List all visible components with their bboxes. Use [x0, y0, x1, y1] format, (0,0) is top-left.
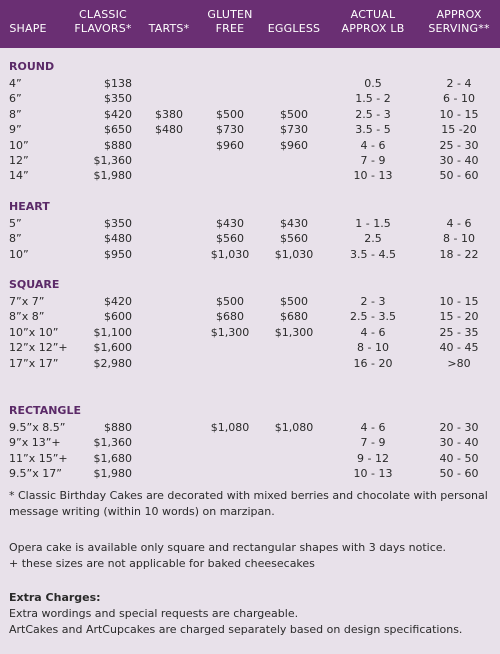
cell-shape: 8”x 8”	[9, 310, 45, 324]
cell-shape: 9”	[9, 123, 22, 137]
table-row	[0, 231, 500, 246]
cell-classic-flavors: $1,980	[93, 169, 132, 183]
cell-classic-flavors: $1,360	[93, 154, 132, 167]
cell-approx-serving: 25 - 35	[439, 325, 479, 339]
cell-gluten-free: $1,080	[210, 421, 250, 434]
table-row	[0, 356, 500, 371]
note-plus-text: + these sizes are not applicable for baked cheesecakes	[9, 557, 315, 570]
cell-gluten-free: $500	[216, 295, 244, 308]
cell-classic-flavors: $1,100	[93, 325, 132, 339]
cell-approx-lb: 8 - 10	[357, 341, 389, 355]
cell-approx-lb: 1.5 - 2	[355, 92, 391, 106]
cell-gluten-free: $680	[216, 310, 244, 324]
cell-gluten-free: $1,030	[210, 247, 250, 261]
header-actual-line2: APPROX LB	[341, 22, 405, 35]
cell-shape: 9”x 13”+	[9, 436, 61, 450]
cell-approx-lb: 4 - 6	[360, 421, 386, 434]
header-classic-line2: FLAVORS*	[74, 22, 132, 35]
cell-eggless: $500	[280, 295, 308, 308]
cell-tarts: $480	[155, 123, 183, 137]
cell-classic-flavors: $1,600	[93, 341, 132, 355]
cell-shape: 10”	[9, 247, 29, 261]
section-title: HEART	[9, 200, 50, 213]
cell-classic-flavors: $880	[104, 138, 132, 152]
cell-shape: 17”x 17”	[9, 356, 59, 370]
cell-shape: 8”	[9, 107, 22, 121]
cell-shape: 6”	[9, 92, 22, 106]
table-row	[0, 76, 500, 91]
cell-shape: 12”	[9, 154, 29, 167]
cell-approx-lb: 16 - 20	[353, 356, 393, 370]
cell-approx-lb: 10 - 13	[353, 467, 393, 481]
cell-classic-flavors: $950	[104, 247, 132, 261]
header-approx-serving	[418, 8, 500, 36]
cell-classic-flavors: $1,360	[93, 436, 132, 450]
cell-shape: 9.5”x 8.5”	[9, 421, 66, 434]
cell-approx-serving: 15 -20	[441, 123, 477, 137]
cell-eggless: $1,030	[274, 247, 314, 261]
cell-approx-serving: 40 - 50	[439, 451, 479, 465]
table-row	[0, 122, 500, 137]
note-classic-text: * Classic Birthday Cakes are decorated with mixed berries and chocolate with personal message writing (within 10 words) on marzipan.	[9, 489, 488, 518]
cell-approx-lb: 2 - 3	[360, 295, 386, 308]
cell-shape: 9.5”x 17”	[9, 467, 62, 481]
header-actual-lb	[338, 8, 408, 36]
extra-charges-line1: Extra wordings and special requests are chargeable.	[9, 607, 299, 620]
cell-approx-lb: 7 - 9	[360, 436, 386, 450]
cell-classic-flavors: $1,680	[93, 451, 132, 465]
cell-approx-serving: 30 - 40	[439, 436, 479, 450]
cell-approx-lb: 2.5 - 3.5	[350, 310, 396, 324]
cell-shape: 5”	[9, 217, 22, 230]
header-gluten-free	[200, 8, 260, 36]
cell-approx-serving: 25 - 30	[439, 138, 479, 152]
cell-approx-serving: 2 - 4	[446, 77, 472, 90]
table-row	[0, 309, 500, 324]
cell-tarts: $380	[155, 107, 183, 121]
table-row	[0, 325, 500, 340]
cell-shape: 10”	[9, 138, 29, 152]
cell-approx-serving: 6 - 10	[443, 92, 475, 106]
cell-gluten-free: $960	[216, 138, 244, 152]
cell-approx-serving: 50 - 60	[439, 169, 479, 183]
cell-classic-flavors: $650	[104, 123, 132, 137]
extra-charges-line2: ArtCakes and ArtCupcakes are charged separately based on design specifications.	[9, 623, 463, 636]
table-row	[0, 466, 500, 481]
cell-approx-serving: 4 - 6	[446, 217, 472, 230]
cell-approx-lb: 3.5 - 4.5	[350, 247, 396, 261]
cell-classic-flavors: $420	[104, 295, 132, 308]
section-title: ROUND	[9, 60, 55, 73]
table-header	[0, 0, 500, 48]
table-row	[0, 294, 500, 309]
cell-approx-lb: 7 - 9	[360, 154, 386, 167]
header-shape: SHAPE	[9, 22, 47, 35]
table-row	[0, 138, 500, 153]
cell-classic-flavors: $600	[104, 310, 132, 324]
table-row	[0, 91, 500, 106]
cell-classic-flavors: $480	[104, 232, 132, 246]
cell-approx-lb: 2.5	[364, 232, 382, 246]
table-row	[0, 153, 500, 168]
cell-approx-lb: 9 - 12	[357, 451, 389, 465]
table-row	[0, 107, 500, 122]
cell-gluten-free: $730	[216, 123, 244, 137]
cell-classic-flavors: $420	[104, 107, 132, 121]
table-row	[0, 420, 500, 435]
cell-approx-lb: 1 - 1.5	[355, 217, 391, 230]
header-tarts: TARTS*	[148, 22, 190, 35]
cell-classic-flavors: $2,980	[93, 356, 132, 370]
cell-approx-serving: 50 - 60	[439, 467, 479, 481]
table-row	[0, 435, 500, 450]
cell-eggless: $500	[280, 107, 308, 121]
cell-gluten-free: $430	[216, 217, 244, 230]
cell-gluten-free: $500	[216, 107, 244, 121]
header-eggless: EGGLESS	[267, 22, 321, 35]
header-gluten-line1: GLUTEN	[207, 8, 253, 21]
table-row	[0, 247, 500, 262]
cell-approx-serving: 30 - 40	[439, 154, 479, 167]
cell-approx-serving: 18 - 22	[439, 247, 479, 261]
cell-approx-lb: 4 - 6	[360, 325, 386, 339]
header-classic-flavors	[66, 8, 140, 36]
cell-eggless: $1,300	[274, 325, 314, 339]
cell-gluten-free: $560	[216, 232, 244, 246]
cell-classic-flavors: $350	[104, 92, 132, 106]
table-row	[0, 168, 500, 183]
cell-eggless: $560	[280, 232, 308, 246]
cell-shape: 4”	[9, 77, 22, 90]
cell-approx-serving: 40 - 45	[439, 341, 479, 355]
table-row	[0, 216, 500, 231]
header-actual-line1: ACTUAL	[350, 8, 396, 21]
cell-shape: 11”x 15”+	[9, 451, 68, 465]
cell-shape: 8”	[9, 232, 22, 246]
cell-shape: 14”	[9, 169, 29, 183]
cell-approx-lb: 4 - 6	[360, 138, 386, 152]
cell-classic-flavors: $880	[104, 421, 132, 434]
cell-approx-lb: 10 - 13	[353, 169, 393, 183]
cell-eggless: $730	[280, 123, 308, 137]
note-extra-charges	[9, 590, 495, 638]
cell-eggless: $1,080	[274, 421, 314, 434]
cell-classic-flavors: $138	[104, 77, 132, 90]
header-classic-line1: CLASSIC	[79, 8, 127, 21]
extra-charges-title: Extra Charges:	[9, 591, 101, 604]
header-gluten-line2: FREE	[215, 22, 245, 35]
section-title: RECTANGLE	[9, 404, 81, 417]
cell-approx-serving: 8 - 10	[443, 232, 475, 246]
cell-eggless: $960	[280, 138, 308, 152]
cell-approx-serving: >80	[447, 356, 471, 370]
cell-eggless: $680	[280, 310, 308, 324]
cell-eggless: $430	[280, 217, 308, 230]
cell-classic-flavors: $350	[104, 217, 132, 230]
cell-approx-serving: 15 - 20	[439, 310, 479, 324]
cell-shape: 12”x 12”+	[9, 341, 68, 355]
cell-approx-serving: 10 - 15	[439, 107, 479, 121]
note-classic	[9, 488, 495, 520]
table-row	[0, 451, 500, 466]
cell-gluten-free: $1,300	[210, 325, 250, 339]
header-approx-line2: SERVING**	[428, 22, 490, 35]
note-opera	[9, 540, 495, 572]
cell-approx-lb: 3.5 - 5	[355, 123, 391, 137]
table-row	[0, 340, 500, 355]
cell-approx-serving: 10 - 15	[439, 295, 479, 308]
cell-approx-serving: 20 - 30	[439, 421, 479, 434]
note-opera-text: Opera cake is available only square and rectangular shapes with 3 days notice.	[9, 541, 447, 554]
cell-approx-lb: 0.5	[364, 77, 382, 90]
cell-shape: 7”x 7”	[9, 295, 45, 308]
cell-approx-lb: 2.5 - 3	[355, 107, 391, 121]
cell-shape: 10”x 10”	[9, 325, 59, 339]
section-title: SQUARE	[9, 278, 60, 291]
cell-classic-flavors: $1,980	[93, 467, 132, 481]
header-approx-line1: APPROX	[436, 8, 482, 21]
